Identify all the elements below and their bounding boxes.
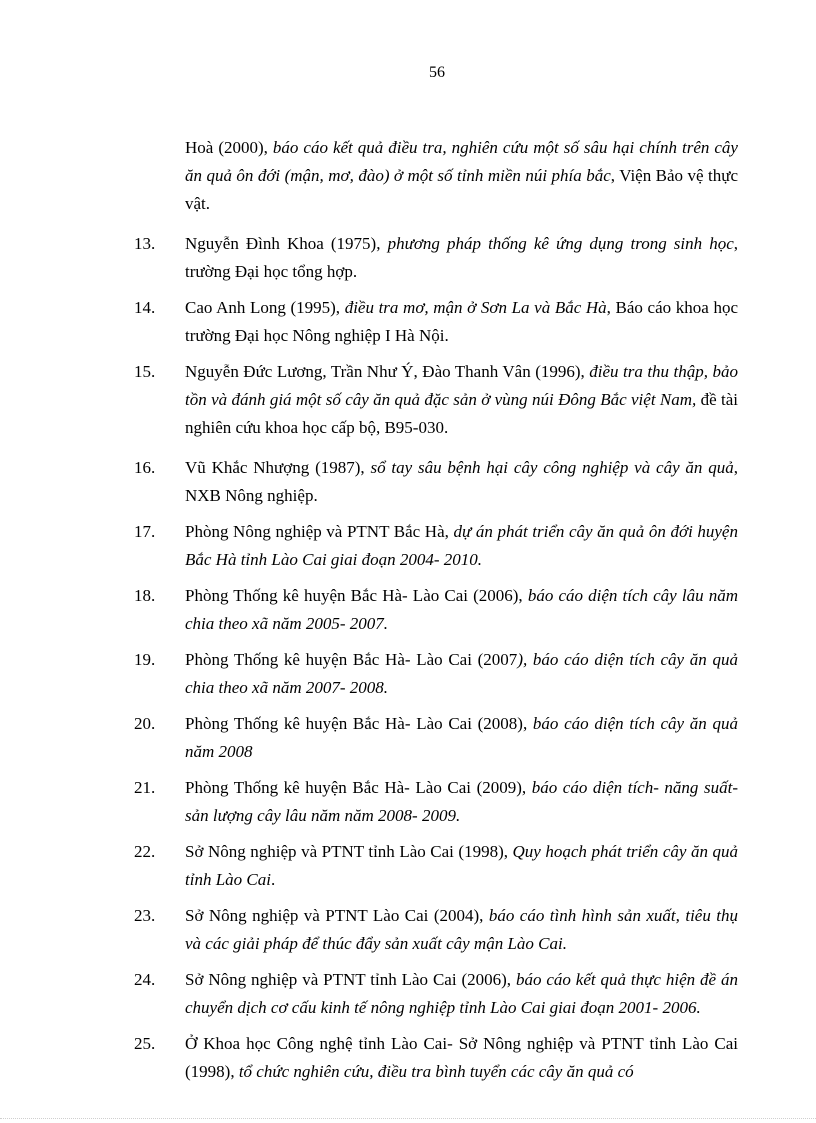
reference-number: 24. — [134, 970, 156, 989]
ref-authors: Sở Nông nghiệp và PTNT tỉnh Lào Cai (2006), — [185, 970, 516, 989]
ref-authors: Sở Nông nghiệp và PTNT Lào Cai (2004), — [185, 906, 489, 925]
ref-title: báo cáo diện tích- năng suất- sản lượng cây lâu năm năm 2008- 2009. — [185, 778, 738, 825]
ref-authors: Hoà (2000), — [185, 138, 273, 157]
reference-item — [0, 230, 816, 286]
reference-item — [0, 902, 816, 958]
ref-authors: Ở Khoa học Công nghệ tỉnh Lào Cai- Sở Nông nghiệp và PTNT tỉnh Lào Cai (1998), — [185, 1034, 738, 1081]
reference-list — [0, 134, 816, 1086]
reference-item — [0, 582, 816, 638]
ref-title: phương pháp thống kê ứng dụng trong sinh học — [387, 234, 734, 253]
ref-rest: , Báo cáo khoa học trường Đại học Nông nghiệp I Hà Nội. — [185, 298, 738, 345]
reference-item — [0, 294, 816, 350]
ref-authors: Phòng Thống kê huyện Bắc Hà- Lào Cai (2006), — [185, 586, 528, 605]
reference-number: 20. — [134, 714, 156, 733]
reference-number: 21. — [134, 778, 156, 797]
ref-title: báo cáo kết quả điều tra, nghiên cứu một số sâu hại chính trên cây ăn quả ôn đới (mận, mơ, đào) ở một số tỉnh miền núi phía bắc — [185, 138, 738, 185]
ref-rest: , NXB Nông nghiệp. — [185, 458, 739, 505]
ref-authors: Nguyễn Đức Lương, Trần Như Ý, Đào Thanh Vân (1996), — [185, 362, 590, 381]
ref-authors: Sở Nông nghiệp và PTNT tỉnh Lào Cai (1998), — [185, 842, 513, 861]
ref-title: báo cáo diện tích cây lâu năm chia theo xã năm 2005- 2007. — [185, 586, 738, 633]
ref-rest: , Viện Bảo vệ thực vật. — [185, 166, 738, 213]
ref-title: ), báo cáo diện tích cây ăn quả chia theo xã năm 2007- 2008. — [185, 650, 738, 697]
ref-title: sổ tay sâu bệnh hại cây công nghiệp và cây ăn quả — [370, 458, 734, 477]
reference-item — [0, 710, 816, 766]
reference-number: 25. — [134, 1034, 156, 1053]
reference-number: 15. — [134, 362, 156, 381]
reference-item — [0, 1030, 816, 1086]
ref-authors: Cao Anh Long (1995), — [185, 298, 345, 317]
ref-rest: đề tài nghiên cứu khoa học cấp bộ, B95-030. — [185, 390, 739, 437]
reference-item — [0, 774, 816, 830]
reference-item — [0, 646, 816, 702]
reference-continuation — [0, 134, 816, 218]
page-divider — [0, 1118, 816, 1119]
ref-authors: Vũ Khắc Nhượng (1987), — [185, 458, 371, 477]
reference-number: 16. — [134, 458, 156, 477]
ref-title: báo cáo tình hình sản xuất, tiêu thụ và các giải pháp để thúc đẩy sản xuất cây mận Lào Cai. — [185, 906, 738, 953]
reference-item — [0, 838, 816, 894]
reference-number: 18. — [134, 586, 156, 605]
ref-authors: Phòng Nông nghiệp và PTNT Bắc Hà, — [185, 522, 454, 541]
reference-item — [0, 358, 816, 442]
ref-title: báo cáo kết quả thực hiện đề án chuyển dịch cơ cấu kinh tế nông nghiệp tỉnh Lào Cai giai đoạn 2001- 2006. — [185, 970, 738, 1017]
reference-item — [0, 518, 816, 574]
reference-number: 19. — [134, 650, 156, 669]
ref-authors: Nguyễn Đình Khoa (1975), — [185, 234, 388, 253]
ref-authors: Phòng Thống kê huyện Bắc Hà- Lào Cai (2007 — [185, 650, 518, 669]
ref-title: Quy hoạch phát triển cây ăn quả tỉnh Lào Cai — [185, 842, 738, 889]
ref-authors: Phòng Thống kê huyện Bắc Hà- Lào Cai (2009), — [185, 778, 532, 797]
ref-title: tổ chức nghiên cứu, điều tra bình tuyển các cây ăn quả có — [238, 1062, 634, 1081]
reference-number: 22. — [134, 842, 156, 861]
reference-item — [0, 454, 816, 510]
ref-title: báo cáo diện tích cây ăn quả năm 2008 — [185, 714, 738, 761]
ref-rest: , trường Đại học tổng hợp. — [185, 234, 739, 281]
reference-number: 13. — [134, 234, 156, 253]
reference-number: 17. — [134, 522, 156, 541]
ref-title: dự án phát triển cây ăn quả ôn đới huyện Bắc Hà tỉnh Lào Cai giai đoạn 2004- 2010. — [185, 522, 738, 569]
ref-authors: Phòng Thống kê huyện Bắc Hà- Lào Cai (2008), — [185, 714, 533, 733]
reference-number: 23. — [134, 906, 156, 925]
page-number: 56 — [429, 64, 445, 81]
reference-item — [0, 966, 816, 1022]
ref-title: điều tra mơ, mận ở Sơn La và Bắc Hà — [344, 298, 607, 317]
ref-title: điều tra thu thập, bảo tồn và đánh giá một số cây ăn quả đặc sản ở vùng núi Đông Bắc việt Nam, — [185, 362, 738, 409]
reference-number: 14. — [134, 298, 156, 317]
ref-rest: . — [270, 870, 276, 889]
